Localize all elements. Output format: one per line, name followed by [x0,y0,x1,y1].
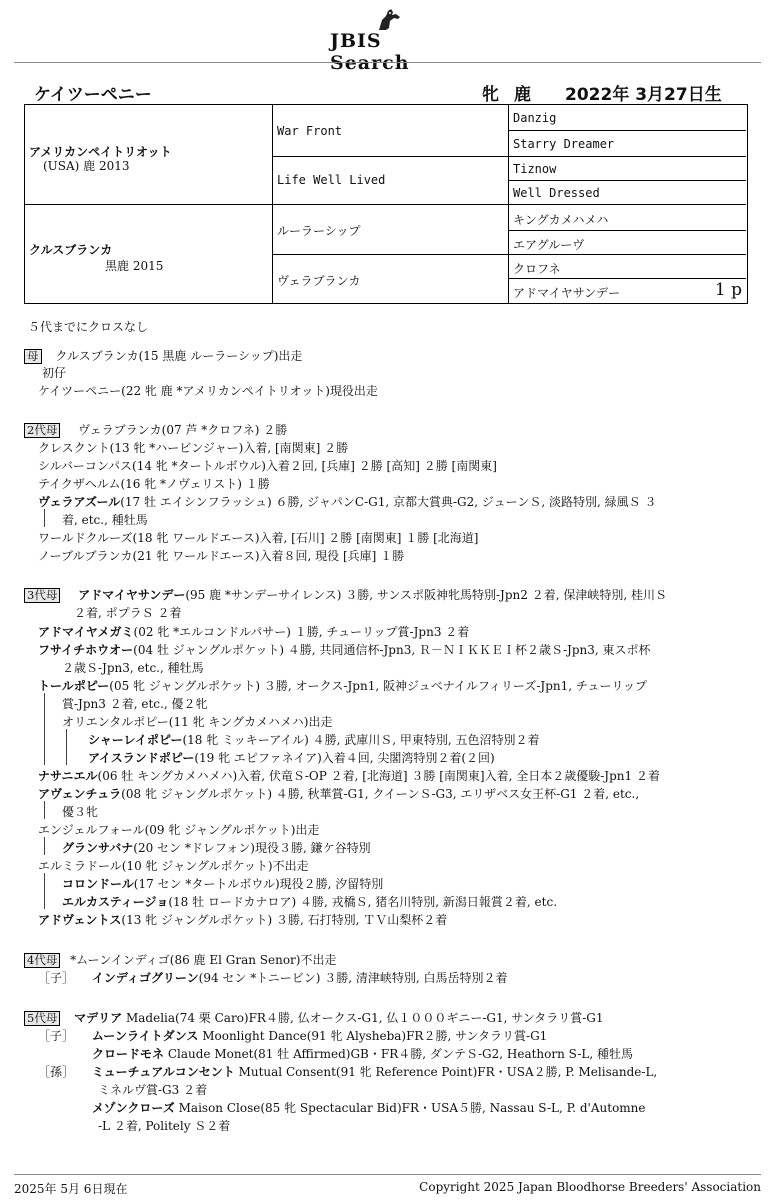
dam-name: クルスブランカ [29,243,113,257]
pedigree-table [24,104,748,304]
g3-b-name: フサイチホウオー [38,643,134,657]
sire-name: アメリカンペイトリオット [29,145,172,159]
horse-birth: 2022年 3月27日生 [565,85,722,105]
g3-f-sub [62,839,371,856]
ddd-cell [509,279,746,303]
g3-a [38,623,469,640]
g5-c2 [92,1045,633,1062]
jbis-logo [330,8,460,74]
g3-row [24,586,667,603]
dsd-cell [509,231,746,255]
child-label: ［子］ [38,971,75,985]
ds-cell [273,205,509,255]
g1-line: 初仔 [42,366,67,380]
g5-g1 [38,1063,657,1080]
dss-cell [509,205,746,231]
sdd-cell [509,181,746,205]
g3-f-sub-rest: (20 セン *ドレフォン)現役３勝, 鎌ケ谷特別 [133,841,371,855]
g5-c2-name: クロードモネ [92,1047,165,1061]
indent-bar [66,729,67,765]
g3-d [38,767,660,784]
bottom-divider [14,1174,761,1175]
ssd-cell [509,131,746,157]
g5-c2-rest: Claude Monet(81 牡 Affirmed)GB・FR４勝, ダンテＳ-G2, Heathorn S-L, 種牡馬 [164,1047,633,1061]
g2-line: クレスクント(13 牝 *ハービンジャー)入着, [南関東] ２勝 [38,441,349,455]
g3-head-rest: (95 鹿 *サンデーサイレンス) ３勝, サンスポ阪神牝馬特別-Jpn2 ２着, 保津峡特別, 桂川Ｓ [185,588,667,602]
ds-name: ルーラーシップ [277,224,361,238]
dsd-name: エアグルーヴ [513,238,585,252]
indent-bar [44,837,45,855]
g3-c-name: トールポピー [38,679,110,693]
g3-g-sub1-name: コロンドール [62,877,134,891]
g3-c-rest: (05 牝 ジャングルポケット) ３勝, オークス-Jpn1, 阪神ジュベナイルフィリーズ-Jpn1, チューリップ [109,679,648,693]
g2-tag: 2代母 [24,423,60,438]
g3-e [38,785,639,802]
sire-cell [25,105,273,205]
sd-cell [273,157,509,205]
g3-tag: 3代母 [24,588,60,603]
g3-e-name: アヴェンチュラ [38,787,122,801]
ddd-name: アドマイヤサンデー [513,286,621,300]
g5-c1-name: ムーンライトダンス [91,1029,199,1043]
page-number: 1 p [714,280,742,300]
g3-head-name: アドマイヤサンデー [78,588,186,602]
g3-d-name: ナサニエル [38,769,98,783]
g4-row [24,951,336,968]
g3-g-sub1 [62,875,383,892]
g5-tag: 5代母 [24,1011,60,1026]
dss-name: キングカメハメハ [513,213,609,227]
grandchild-label: ［孫］ [38,1065,75,1079]
cross-note: ５代までにクロスなし [28,320,149,334]
indent-bar [44,693,45,765]
sds-name: Tiznow [513,162,557,176]
sire-info: (USA) 鹿 2013 [43,159,130,173]
g3-c-sub1-name: シャーレイポピー [88,733,183,747]
g3-g-sub2 [62,893,557,910]
ss-name: War Front [277,124,343,138]
indent-bar [44,873,45,909]
g5-row [24,1009,603,1026]
indent-bar [44,509,45,527]
g5-head-name: マデリア [74,1011,123,1025]
g3-b-cont: ２歳Ｓ-Jpn3, etc., 種牡馬 [62,661,204,675]
sdd-name: Well Dressed [513,186,600,200]
indent-bar [44,801,45,819]
g3-head-cont: ２着, ポプラＳ ２着 [74,606,182,620]
horse-name: ケイツーペニー [34,85,152,105]
g5-c1-rest: Moonlight Dance(91 牝 Alysheba)FR２勝, サンタラリ賞-G1 [198,1029,548,1043]
g2-line: テイクザヘルム(16 牝 *ノヴェリスト) １勝 [38,477,270,491]
g2-bold-cont: 着, etc., 種牡馬 [62,513,148,527]
sss-name: Danzig [513,111,557,125]
g3-h [38,911,447,928]
g3-c-sub2-rest: (19 牝 エピファネイア)入着４回, 尖閣湾特別２着(２回) [194,751,495,765]
g3-g: エルミラドール(10 牝 ジャングルポケット)不出走 [38,859,309,873]
g4-head: *ムーンインディゴ(86 鹿 El Gran Senor)不出走 [70,953,337,967]
g3-g-sub1-rest: (17 セン *タートルボウル)現役２勝, 汐留特別 [133,877,384,891]
dd-cell [273,255,509,303]
ss-cell [273,105,509,157]
g5-c1 [38,1027,547,1044]
horse-logo-icon [376,8,402,32]
g3-a-name: アドマイヤメガミ [38,625,134,639]
sd-name: Life Well Lived [277,173,386,187]
g4-child [38,969,508,986]
g3-c-sub1 [88,731,540,748]
g3-e-cont: 優３牝 [62,805,99,819]
g3-g-sub2-rest: (18 牡 ロードカナロア) ４勝, 戎橋Ｓ, 猪名川特別, 新潟日報賞２着, etc. [168,895,558,909]
sds-cell [509,157,746,181]
g2-line: シルバーコンパス(14 牝 *タートルボウル)入着２回, [兵庫] ２勝 [高知] ２勝 [南関東] [38,459,497,473]
g2-line: ワールドクルーズ(18 牝 ワールドエース)入着, [石川] ２勝 [南関東] １勝 [北海道] [38,531,479,545]
horse-color: 鹿 [514,85,531,105]
g5-g2-rest: Maison Close(85 牝 Spectacular Bid)FR・USA５勝, Nassau S-L, P. d'Automne [174,1101,646,1115]
g3-a-rest: (02 牝 *エルコンドルパサー) １勝, チューリップ賞-Jpn3 ２着 [133,625,470,639]
ssd-name: Starry Dreamer [513,137,615,151]
g5-head-rest: Madelia(74 栗 Caro)FR４勝, 仏オークス-G1, 仏１０００ギニー-G1, サンタラリ賞-G1 [122,1011,604,1025]
g3-h-name: アドヴェントス [38,913,122,927]
g3-e-rest: (08 牝 ジャングルポケット) ４勝, 秋華賞-G1, クイーンＳ-G3, エリザベス女王杯-G1 ２着, etc., [121,787,640,801]
g3-c-sub: オリエンタルポピー(11 牝 キングカメハメハ)出走 [62,715,333,729]
g2-head: ヴェラブランカ(07 芦 *クロフネ) ２勝 [78,423,288,437]
g3-b [38,641,651,658]
g2-bold-rest: (17 牡 エイシンフラッシュ) ６勝, ジャパンC-G1, 京都大賞典-G2, ジューンＳ, 淡路特別, 緑風Ｓ ３ [120,495,657,509]
g4-tag: 4代母 [24,953,60,968]
dds-cell [509,255,746,279]
g3-g-sub2-name: エルカスティージョ [62,895,169,909]
dd-name: ヴェラブランカ [277,274,361,288]
child-label: ［子］ [38,1029,75,1043]
g5-g1-cont: ミネルヴ賞-G3 ２着 [98,1083,208,1097]
g5-g2-cont: -L ２着, Politely Ｓ２着 [98,1119,231,1133]
g2-bold-name: ヴェラアズール [38,495,121,509]
g2-bold-row [38,493,656,510]
g4-child-rest: (94 セン *トニービン) ３勝, 清津峡特別, 白馬岳特別２着 [198,971,508,985]
g5-g2-name: メゾンクローズ [92,1101,175,1115]
dam-info: 黒鹿 2015 [105,259,164,273]
g3-b-rest: (04 牡 ジャングルポケット) ４勝, 共同通信杯-Jpn3, Ｒ－ＮＩＫＫＥＩ杯２歳Ｓ-Jpn3, 東スポ杯 [133,643,651,657]
g1-line: クルスブランカ(15 黒鹿 ルーラーシップ)出走 [55,349,303,363]
g3-c [38,677,647,694]
g3-h-rest: (13 牝 ジャングルポケット) ３勝, 石打特別, ＴＶ山梨杯２着 [121,913,448,927]
g2-line: ノーブルブランカ(21 牝 ワールドエース)入着８回, 現役 [兵庫] １勝 [38,549,405,563]
g1-line: ケイツーペニー(22 牝 鹿 *アメリカンペイトリオット)現役出走 [38,384,378,398]
g4-child-name: インディゴグリーン [91,971,199,985]
dds-name: クロフネ [513,262,561,276]
g3-c-sub1-rest: (18 牝 ミッキーアイル) ４勝, 武庫川Ｓ, 甲東特別, 五色沼特別２着 [182,733,540,747]
g3-c-sub2-name: アイスランドポピー [88,751,195,765]
top-divider [14,62,761,63]
footer-copyright: Copyright 2025 Japan Bloodhorse Breeders' Association [419,1180,761,1194]
g3-f-sub-name: グランサバナ [62,841,134,855]
g5-g2 [92,1099,646,1116]
g3-c-sub2 [88,749,495,766]
sss-cell [509,105,746,131]
logo-text: JBIS Search [330,30,410,74]
horse-sex: 牝 [482,85,499,105]
dam-cell [25,205,273,303]
g3-c-cont: 賞-Jpn3 ２着, etc., 優２牝 [62,697,208,711]
g3-d-rest: (06 牡 キングカメハメハ)入着, 伏竜Ｓ-OP ２着, [北海道] ３勝 [南関東]入着, 全日本２歳優駿-Jpn1 ２着 [97,769,660,783]
g2-row [24,421,287,438]
g1-tag: 母 [24,349,42,364]
footer-date: 2025年 5月 6日現在 [14,1182,128,1196]
g5-g1-name: ミューチュアルコンセント [91,1065,235,1079]
g3-f: エンジェルフォール(09 牝 ジャングルポケット)出走 [38,823,320,837]
g1-row [24,347,302,364]
g5-g1-rest: Mutual Consent(91 牝 Reference Point)FR・USA２勝, P. Melisande-L, [234,1065,658,1079]
